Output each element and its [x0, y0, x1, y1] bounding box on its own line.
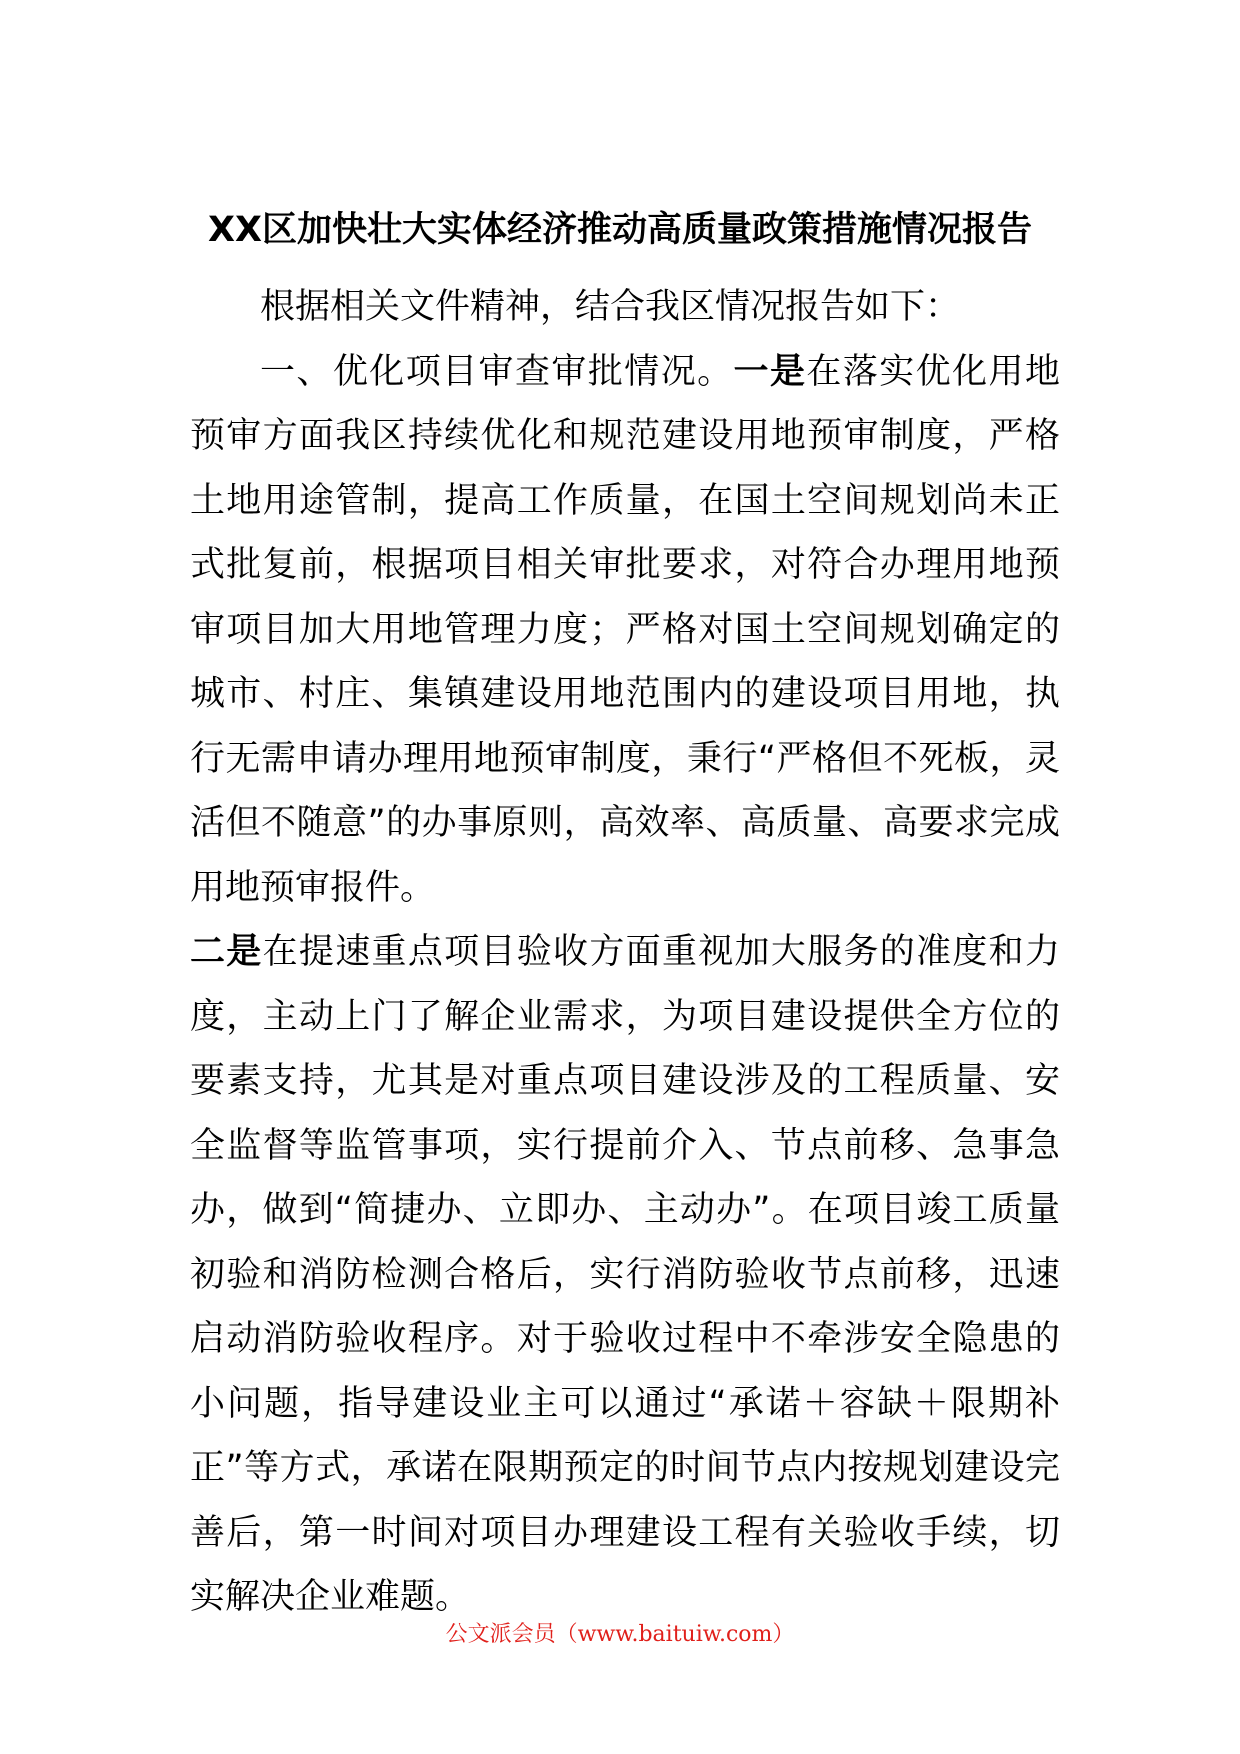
point-2-text: 在提速重点项目验收方面重视加大服务的准度和力度，主动上门了解企业需求，为项目建设提供全方位的要素支持，尤其是对重点项目建设涉及的工程质量、安全监督等监管事项，实行提前介入、节点前移、急事急办，做到“简捷办、立即办、主动办”。在项目竣工质量初验和消防检测合格后，实行消防验收节点前移，迅速启动消防验收程序。对于验收过程中不牵涉安全隐患的小问题，指导建设业主可以通过“承诺＋容缺＋限期补正”等方式，承诺在限期预定的时间节点内按规划建设完善后，第一时间对项目办理建设工程有关验收手续，切实解决企业难题。	[190, 932, 1060, 1617]
section-1-paragraph	[190, 340, 1060, 921]
intro-paragraph	[190, 275, 1060, 340]
document-title: XX区加快壮大实体经济推动高质量政策措施情况报告	[208, 210, 1032, 250]
point-2-paragraph	[190, 920, 1060, 1630]
point-2-label: 二是	[190, 932, 263, 972]
intro-text: 根据相关文件精神，结合我区情况报告如下：	[260, 287, 961, 327]
point-1-text: 在落实优化用地预审方面我区持续优化和规范建设用地预审制度，严格土地用途管制，提高工作质量，在国土空间规划尚未正式批复前，根据项目相关审批要求，对符合办理用地预审项目加大用地管理力度；严格对国土空间规划确定的城市、村庄、集镇建设用地范围内的建设项目用地，执行无需申请办理用地预审制度，秉行“严格但不死板，灵活但不随意”的办事原则，高效率、高质量、高要求完成用地预审报件。	[190, 351, 1060, 908]
footer-watermark: 公文派会员（www.baituiw.com）	[445, 1622, 795, 1647]
document-body	[190, 275, 1060, 1630]
point-1-label: 一是	[733, 351, 807, 392]
section-1-heading: 一、优化项目审查审批情况。	[260, 351, 734, 392]
